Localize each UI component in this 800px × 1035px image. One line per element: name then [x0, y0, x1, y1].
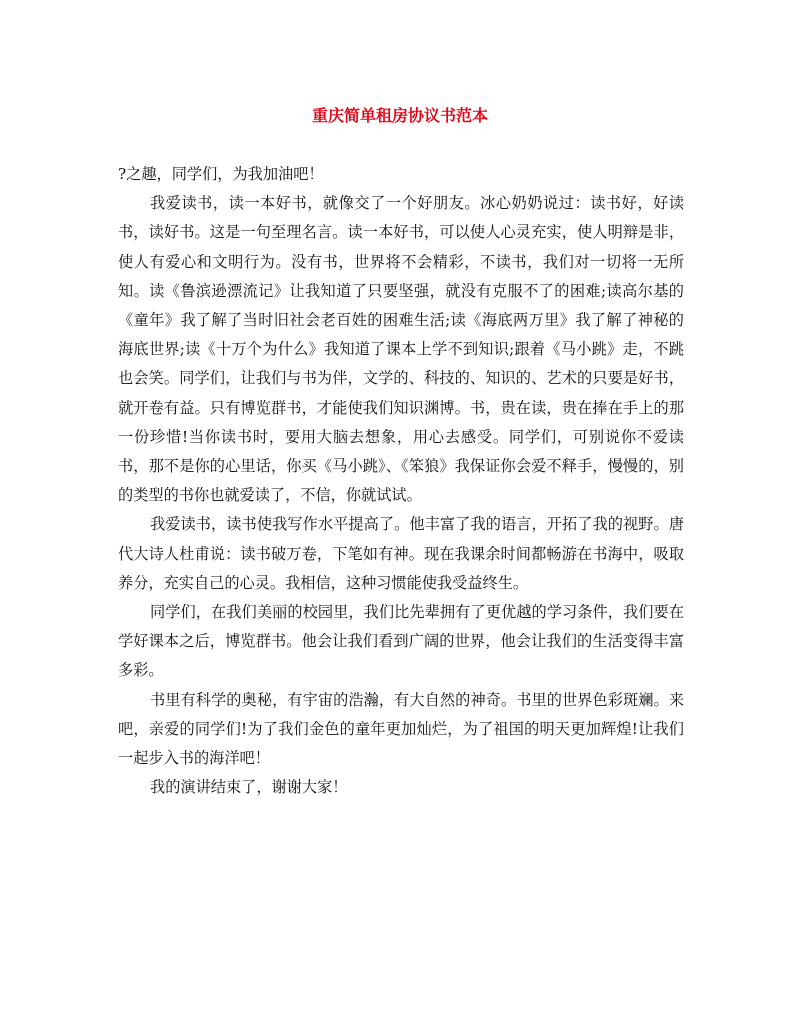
paragraph-opening: ?之趣，同学们，为我加油吧！: [118, 165, 324, 183]
document-title: 重庆简单租房协议书范本: [311, 106, 488, 125]
paragraph-reading-benefits: 我爱读书，读一本好书，就像交了一个好朋友。冰心奶奶说过：读书好，好读书，读好书。这是一句至理名言。读一本好书，可以使人心灵充实，使人明辩是非，使人有爱心和文明行为。没有书，世界将不会精彩，不读书，我们对一切将一无所知。读《鲁滨逊漂流记》让我知道了只要坚强，就没有克服不了的困难;读高尔基的《童年》我了解了当时旧社会老百姓的困难生活;读《海底两万里》我了解了神秘的海底世界;读《十万个为什么》我知道了课本上学不到知识;跟着《马小跳》走，不跳也会笑。同学们，让我们与书为伴，文学的、科技的、知识的、艺术的只要是好书，就开卷有益。只有博览群书，才能使我们知识渊博。书，贵在读，贵在捧在手上的那一份珍惜!当你读书时，要用大脑去想象，用心去感受。同学们，可别说你不爱读书，那不是你的心里话，你买《马小跳》、《笨狼》我保证你会爱不释手，慢慢的，别的类型的书你也就爱读了，不信，你就试试。: [118, 194, 684, 505]
paragraph-campus: 同学们，在我们美丽的校园里，我们比先辈拥有了更优越的学习条件，我们要在学好课本之后，博览群书。他会让我们看到广阔的世界，他会让我们的生活变得丰富多彩。: [118, 603, 684, 680]
paragraph-call-to-action: 书里有科学的奥秘，有宇宙的浩瀚，有大自然的神奇。书里的世界色彩斑斓。来吧，亲爱的同学们!为了我们金色的童年更加灿烂，为了祖国的明天更加辉煌!让我们一起步入书的海洋吧！: [118, 690, 684, 768]
paragraph-closing: 我的演讲结束了，谢谢大家！: [150, 778, 348, 797]
document-body: [118, 160, 684, 802]
paragraph-writing-improvement: 我爱读书，读书使我写作水平提高了。他丰富了我的语言，开拓了我的视野。唐代大诗人杜甫说：读书破万卷，下笔如有神。现在我课余时间都畅游在书海中，吸取养分，充实自己的心灵。我相信，这种习惯能使我受益终生。: [118, 515, 684, 592]
